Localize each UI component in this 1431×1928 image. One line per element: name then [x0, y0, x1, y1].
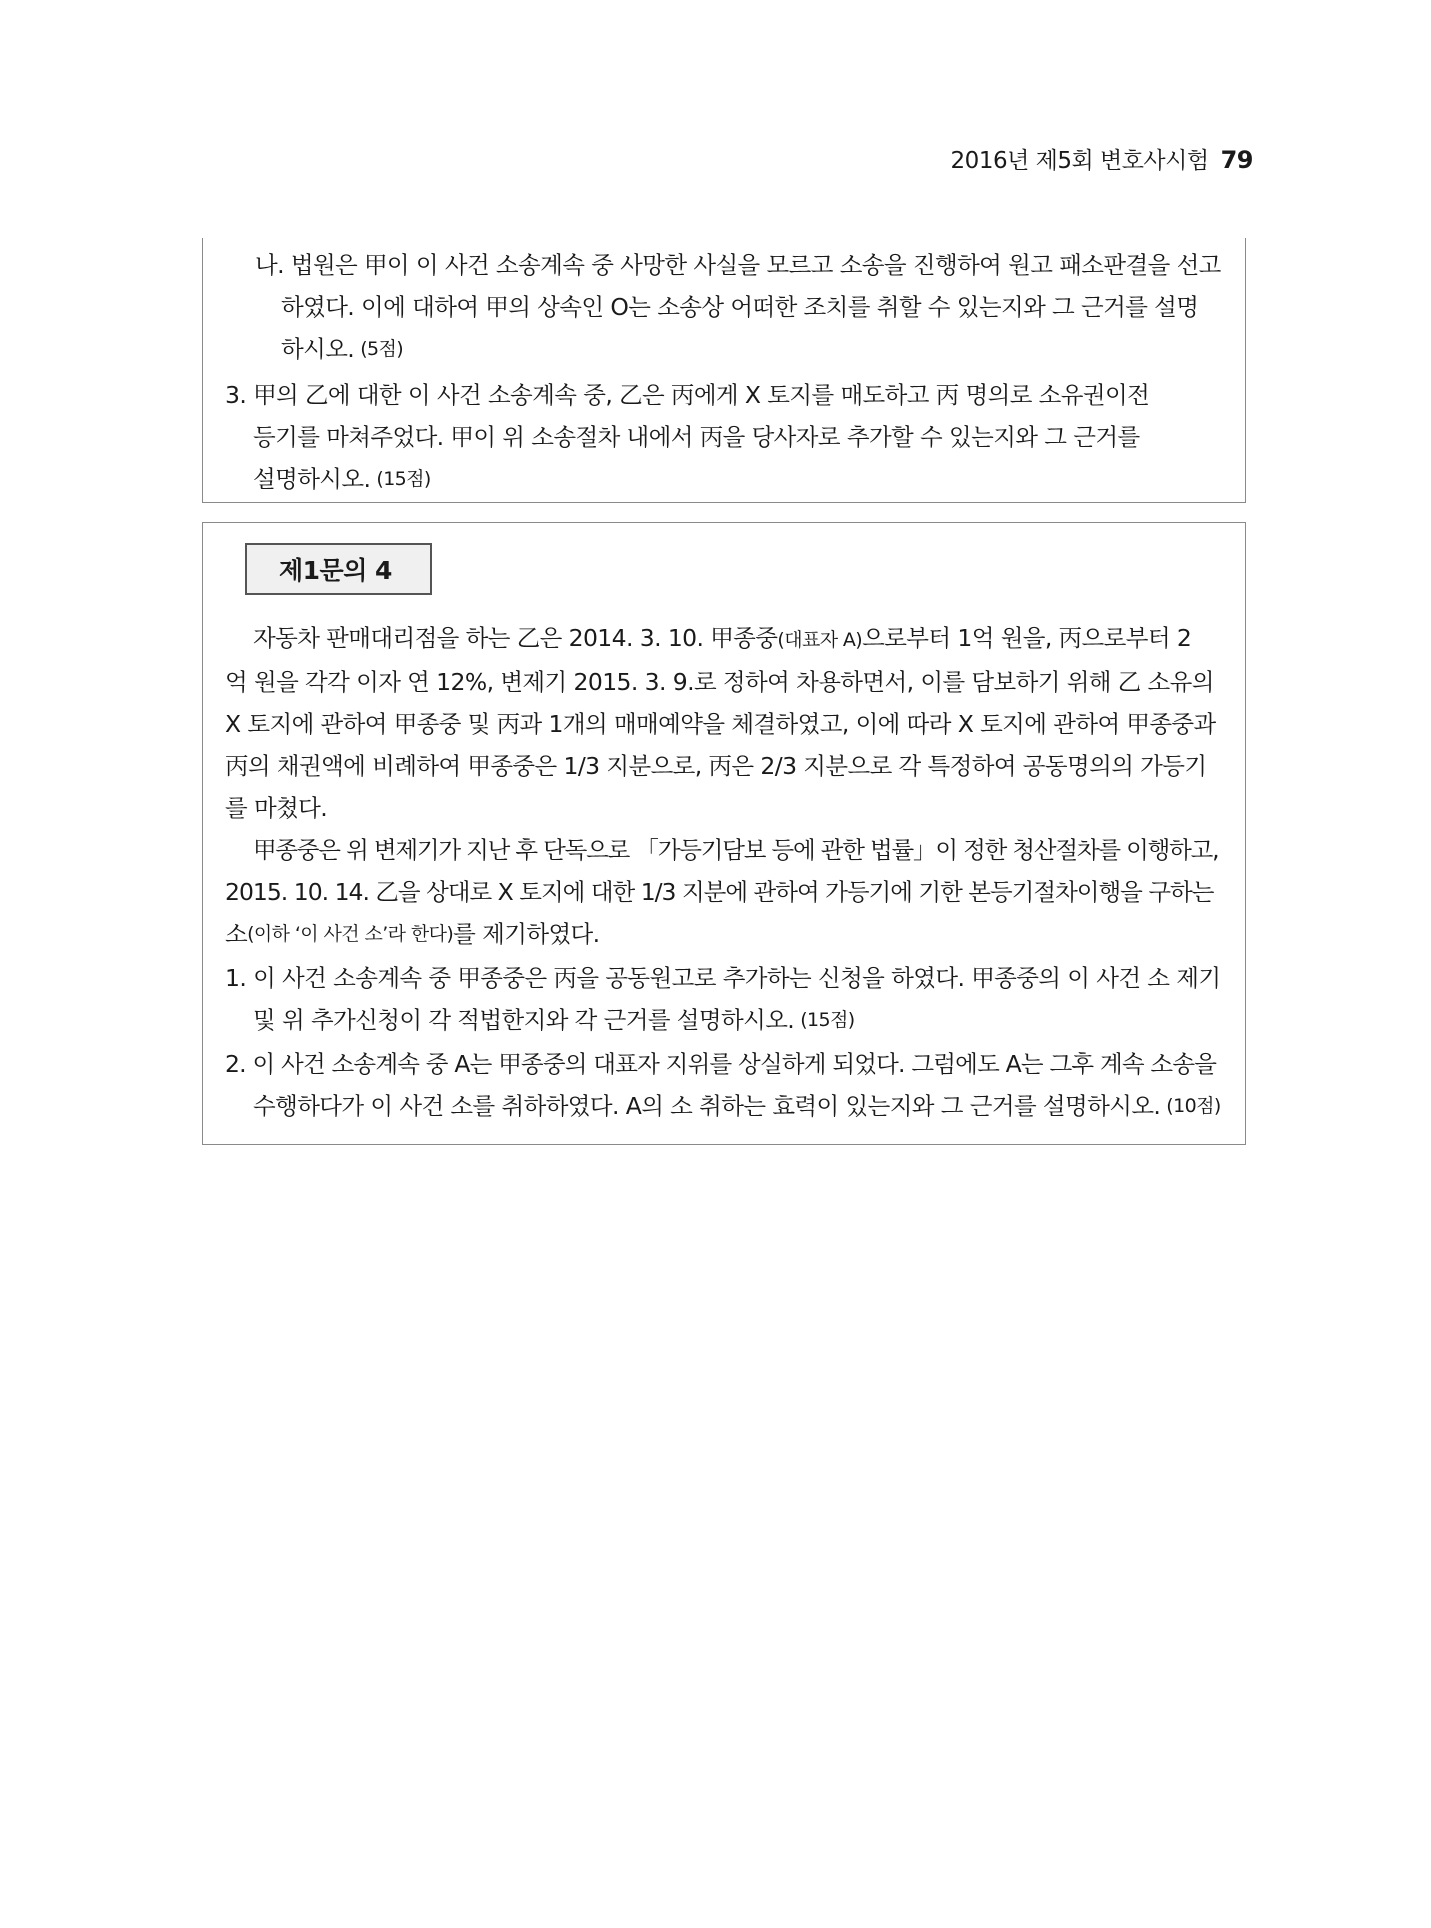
text-line [225, 1085, 1223, 1127]
text-part: 를 제기하였다. [453, 920, 600, 948]
text-span: 및 위 추가신청이 각 적법한지와 각 근거를 설명하시오. [253, 1006, 795, 1034]
question-1 [225, 957, 1223, 1041]
section-title: 제1문의 4 [245, 543, 432, 595]
page-number: 79 [1220, 146, 1253, 174]
fact-paragraph-1 [225, 617, 1223, 829]
exam-title: 2016년 제5회 변호사시험 [950, 148, 1209, 174]
question-box-continued [202, 238, 1246, 503]
text-line [225, 999, 1223, 1041]
text-part: (이하 ‘이 사건 소’라 한다) [247, 923, 454, 945]
text-line: 하였다. 이에 대하여 甲의 상속인 O는 소송상 어떠한 조치를 취할 수 있는지와 그 근거를 설명 [281, 293, 1199, 321]
text-span: 수행하다가 이 사건 소를 취하하였다. A의 소 취하는 효력이 있는지와 그 근거를 설명하시오. [253, 1092, 1161, 1120]
subquestion-na [225, 244, 1223, 370]
text-line: 1. 이 사건 소송계속 중 甲종중은 丙을 공동원고로 추가하는 신청을 하였다. 甲종중의 이 사건 소 제기 [225, 964, 1221, 992]
text-part: 자동차 판매대리점을 하는 乙은 2014. 3. 10. 甲종중 [253, 624, 778, 652]
text-line: 甲종중은 위 변제기가 지난 후 단독으로 「가등기담보 등에 관한 법률」이 정한 청산절차를 이행하고, [253, 836, 1219, 864]
text-part: 으로부터 1억 원을, 丙으로부터 2 [862, 624, 1192, 652]
points-label: (10점) [1166, 1095, 1221, 1117]
text-span: 설명하시오. [253, 465, 371, 493]
question-2 [225, 1043, 1223, 1127]
text-line: 3. 甲의 乙에 대한 이 사건 소송계속 중, 乙은 丙에게 X 토지를 매도하고 丙 명의로 소유권이전 [225, 381, 1150, 409]
points-label: (15점) [800, 1009, 855, 1031]
question-box-1-4 [202, 522, 1246, 1145]
text-line: 2015. 10. 14. 乙을 상대로 X 토지에 대한 1/3 지분에 관하여 가등기에 기한 본등기절차이행을 구하는 [225, 878, 1214, 906]
text-line [225, 913, 1223, 955]
text-line [225, 458, 1223, 500]
text-span [253, 617, 1191, 661]
text-line: X 토지에 관하여 甲종중 및 丙과 1개의 매매예약을 체결하였고, 이에 따라 X 토지에 관하여 甲종중과 [225, 710, 1216, 738]
text-span: 하시오. [281, 335, 355, 363]
text-line: 丙의 채권액에 비례하여 甲종중은 1/3 지분으로, 丙은 2/3 지분으로 각 특정하여 공동명의의 가등기 [225, 752, 1207, 780]
running-header [951, 142, 1253, 175]
text-line [225, 328, 1223, 370]
text-line: 를 마쳤다. [225, 794, 328, 822]
text-line: 등기를 마쳐주었다. 甲이 위 소송절차 내에서 丙을 당사자로 추가할 수 있는지와 그 근거를 [253, 423, 1140, 451]
text-part: (대표자 A) [777, 629, 863, 651]
fact-paragraph-2 [225, 829, 1223, 955]
text-part: 소 [225, 920, 248, 948]
text-line [225, 617, 1223, 661]
text-line: 억 원을 각각 이자 연 12%, 변제기 2015. 3. 9.로 정하여 차용하면서, 이를 담보하기 위해 乙 소유의 [225, 668, 1214, 696]
points-label: (5점) [360, 338, 404, 360]
text-line: 나. 법원은 甲이 이 사건 소송계속 중 사망한 사실을 모르고 소송을 진행하여 원고 패소판결을 선고 [255, 251, 1221, 279]
points-label: (15점) [376, 468, 431, 490]
question-3 [225, 374, 1223, 500]
text-line: 2. 이 사건 소송계속 중 A는 甲종중의 대표자 지위를 상실하게 되었다. 그럼에도 A는 그후 계속 소송을 [225, 1050, 1217, 1078]
